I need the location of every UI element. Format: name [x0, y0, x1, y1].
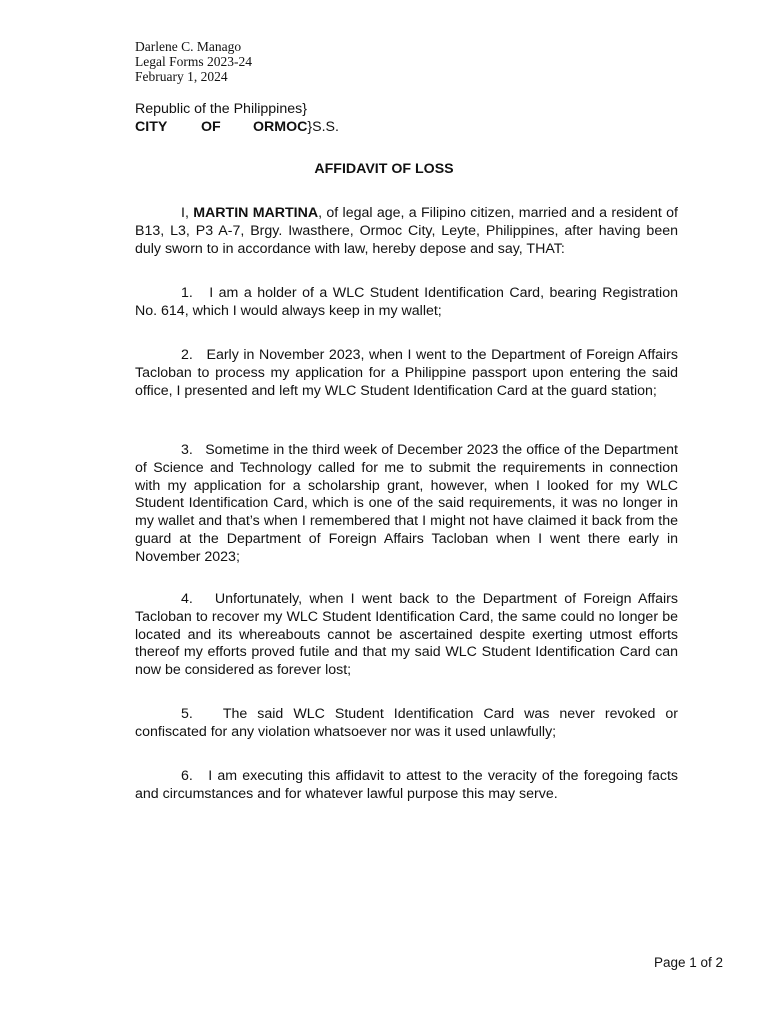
course-name: Legal Forms 2023-24 [135, 54, 252, 69]
document-date: February 1, 2024 [135, 69, 228, 84]
paragraph-6: 6. I am executing this affidavit to attest to the veracity of the foregoing facts and circumstances and for whatever lawful purpose this may serve. [135, 768, 678, 802]
document-title: AFFIDAVIT OF LOSS [314, 161, 454, 177]
paragraph-2: 2. Early in November 2023, when I went to the Department of Foreign Affairs Tacloban to process my application for a Philippine passport upon entering the said office, I presented and left my WLC Student Identification Card at the guard station; [135, 347, 678, 399]
intro-paragraph [135, 205, 678, 258]
author-header [135, 39, 252, 84]
paragraph-1: 1. I am a holder of a WLC Student Identification Card, bearing Registration No. 614, which I would always keep in my wallet; [135, 285, 678, 319]
affiant-name: MARTIN MARTINA [193, 205, 319, 221]
venue-block [135, 101, 395, 137]
page-number: Page 1 of 2 [653, 955, 723, 970]
venue-city-word: CITY [135, 118, 168, 135]
intro-prefix: I, [181, 205, 189, 221]
venue-of-word: OF [201, 118, 221, 135]
venue-ormoc-word: ORMOC [253, 118, 308, 135]
paragraph-3: 3. Sometime in the third week of December 2023 the office of the Department of Science and Technology called for me to submit the requirements in connection with my application for a scholarship grant, however, when I looked for my WLC Student Identification Card, which is one of the said requirements, it was no longer in my wallet and that’s when I remembered that I might not have claimed it back from the guard at the Department of Foreign Affairs Tacloban when I went there early in November 2023; [135, 442, 678, 565]
paragraph-4: 4. Unfortunately, when I went back to the Department of Foreign Affairs Tacloban to recover my WLC Student Identification Card, the same could no longer be located and its whereabouts cannot be ascertained despite exerting utmost efforts thereof my efforts proved futile and that my said WLC Student Identification Card can now be considered as forever lost; [135, 591, 678, 679]
venue-ss: }S.S. [307, 118, 339, 135]
venue-country: Republic of the Philippines} [135, 101, 307, 117]
intro-text: , of legal age, a Filipino citizen, married and a resident of B13, L3, P3 A-7, Brgy. Iwasthere, Ormoc City, Leyte, Philippines, after having been duly sworn to in accordance with law, hereby depose and say, THAT: [135, 205, 679, 257]
paragraph-5: 5. The said WLC Student Identification Card was never revoked or confiscated for any violation whatsoever nor was it used unlawfully; [135, 706, 678, 740]
author-name: Darlene C. Manago [135, 39, 242, 54]
venue-city-line [135, 119, 395, 137]
